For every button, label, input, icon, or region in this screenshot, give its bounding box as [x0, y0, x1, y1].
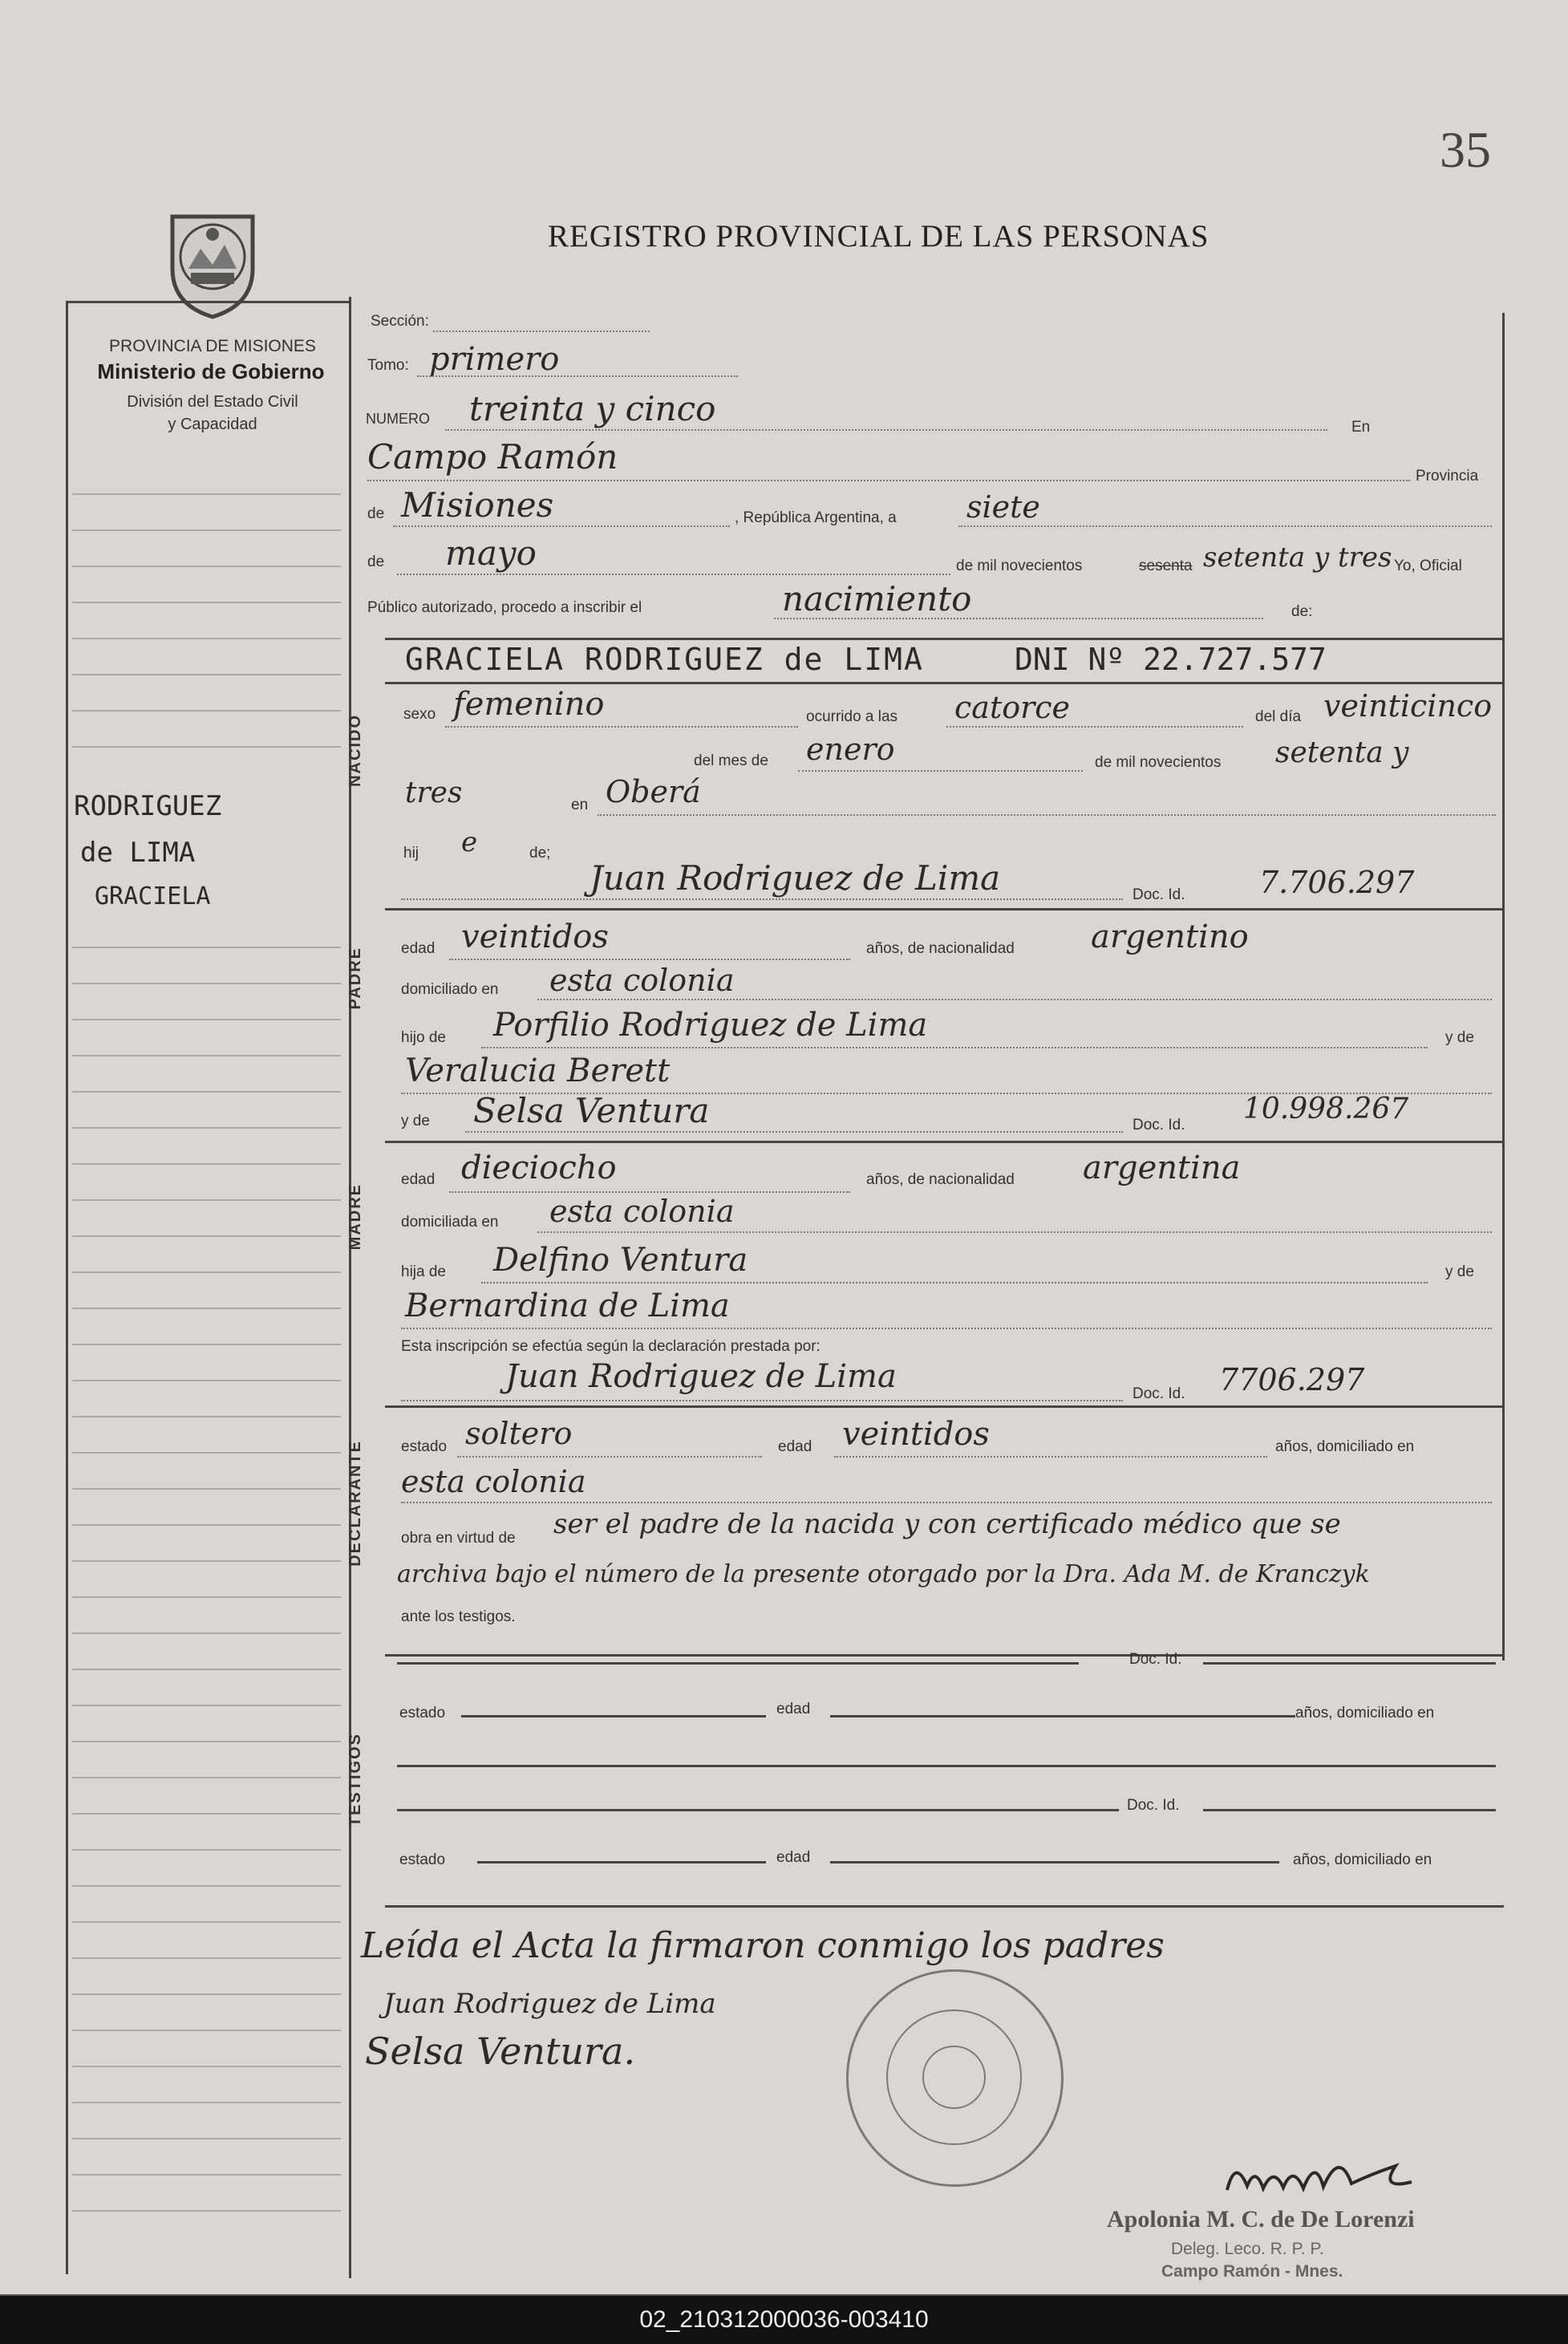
yo-label: Yo, Oficial: [1394, 558, 1462, 574]
ocurrido-label: ocurrido a las: [806, 708, 898, 725]
declarant-edad-value: veintidos: [842, 1416, 990, 1453]
mother-domicilio-value: esta colonia: [549, 1194, 735, 1229]
de3-label: de:: [1291, 603, 1313, 620]
image-caption: 02_210312000036-003410: [0, 2296, 1568, 2344]
birth-year-label: de mil novecientos: [1095, 754, 1222, 771]
publico-label: Público autorizado, procedo a inscribir el: [367, 599, 642, 616]
father-doc-label: Doc. Id.: [1132, 886, 1185, 903]
declarant-domicilio-label: años, domiciliado en: [1275, 1438, 1415, 1455]
margin-note-line2: de LIMA: [80, 837, 196, 869]
father-name: Juan Rodriguez de Lima: [590, 858, 1001, 898]
closing-signature-mother: Selsa Ventura.: [365, 2030, 636, 2073]
witness2-edad-label: edad: [776, 1849, 811, 1866]
mother-nationality: argentina: [1083, 1150, 1241, 1186]
sexo-label: sexo: [403, 706, 436, 723]
maternal-grandmother: Bernardina de Lima: [405, 1288, 730, 1324]
mother-domicilio-label: domiciliada en: [401, 1214, 499, 1231]
day-value: siete: [966, 489, 1040, 525]
division-label: División del Estado Civil: [127, 393, 298, 411]
margin-note-line3: GRACIELA: [95, 882, 211, 910]
mother-doc-value: 10.998.267: [1243, 1093, 1409, 1125]
declarant-estado-label: estado: [401, 1438, 448, 1455]
mother-y-de-label-2: y de: [1445, 1263, 1474, 1280]
officer-signature: [1211, 2142, 1436, 2214]
place-value: Campo Ramón: [367, 437, 618, 477]
mother-y-de-label: y de: [401, 1113, 430, 1129]
paternal-grandmother: Veralucia Berett: [405, 1052, 671, 1089]
declarant-estado-value: soltero: [465, 1416, 573, 1451]
seccion-label: Sección:: [371, 313, 429, 330]
hij-de-label: de;: [529, 845, 551, 862]
testigos-label: ante los testigos.: [401, 1608, 516, 1625]
margin-note-line1: RODRIGUEZ: [74, 790, 222, 822]
section-nacido: NACIDO: [346, 714, 364, 787]
mother-doc-label: Doc. Id.: [1132, 1117, 1185, 1133]
mother-edad-value: dieciocho: [461, 1150, 617, 1186]
mother-hija-label: hija de: [401, 1263, 446, 1280]
act-value: nacimiento: [782, 579, 972, 618]
obra-value-1: ser el padre de la nacida y con certificado médico que se: [553, 1508, 1341, 1540]
provincia-label: Provincia: [1416, 468, 1479, 485]
paternal-grandfather: Porfilio Rodriguez de Lima: [493, 1007, 928, 1044]
declarant-edad-label: edad: [778, 1438, 812, 1455]
witness2-estado-label: estado: [399, 1851, 446, 1868]
year-label: de mil novecientos: [956, 558, 1083, 574]
father-anios-label: años, de nacionalidad: [866, 940, 1015, 957]
mes-label: del mes de: [694, 752, 768, 769]
witness1-domicilio-label: años, domiciliado en: [1295, 1705, 1435, 1722]
ministry-label: Ministerio de Gobierno: [97, 359, 325, 383]
page-title: REGISTRO PROVINCIAL DE LAS PERSONAS: [548, 219, 1209, 253]
maternal-grandfather: Delfino Ventura: [493, 1242, 748, 1279]
officer-place: Campo Ramón - Mnes.: [1161, 2262, 1343, 2281]
section-declarante: DECLARANTE: [346, 1440, 364, 1567]
province-label: PROVINCIA DE MISIONES: [109, 337, 316, 355]
section-padre: PADRE: [346, 947, 364, 1010]
hour-value: catorce: [954, 690, 1071, 725]
closing-line-1: Leída el Acta la firmaron conmigo los padres: [361, 1925, 1165, 1966]
closing-signature-father: Juan Rodriguez de Lima: [383, 1988, 716, 2020]
hij-label: hij: [403, 845, 419, 862]
father-hijo-label: hijo de: [401, 1029, 446, 1046]
tomo-label: Tomo:: [367, 357, 409, 374]
birth-month-value: enero: [806, 732, 895, 767]
obra-label: obra en virtud de: [401, 1530, 516, 1547]
mother-name: Selsa Ventura: [473, 1091, 710, 1130]
obra-value-2: archiva bajo el número de la presente otorgado por la Dra. Ada M. de Kranczyk: [397, 1560, 1370, 1588]
father-domicilio-label: domiciliado en: [401, 981, 499, 998]
de-label: de: [367, 505, 385, 522]
father-doc-value: 7.706.297: [1259, 865, 1415, 900]
father-y-de-label: y de: [1445, 1029, 1474, 1046]
declarant-name: Juan Rodriguez de Lima: [505, 1358, 897, 1395]
year-value: setenta y tres: [1203, 541, 1392, 574]
birth-year-value-2: tres: [405, 777, 463, 809]
mother-anios-label: años, de nacionalidad: [866, 1171, 1015, 1188]
birth-day-value: veinticinco: [1323, 688, 1493, 724]
declarant-doc-label: Doc. Id.: [1132, 1385, 1185, 1402]
province-value: Misiones: [401, 485, 554, 525]
tomo-value: primero: [429, 341, 560, 378]
declarant-doc-value: 7706.297: [1219, 1362, 1365, 1397]
numero-value: treinta y cinco: [469, 389, 716, 428]
mother-edad-label: edad: [401, 1171, 436, 1188]
declarant-domicilio-value: esta colonia: [401, 1464, 586, 1499]
witness2-domicilio-label: años, domiciliado en: [1293, 1851, 1432, 1868]
del-dia-label: del día: [1255, 708, 1302, 725]
father-edad-label: edad: [401, 940, 436, 957]
father-domicilio-value: esta colonia: [549, 963, 735, 998]
birth-year-value: setenta y: [1275, 736, 1409, 769]
year-struck: sesenta: [1139, 558, 1193, 574]
child-full-name: GRACIELA RODRIGUEZ de LIMA: [405, 642, 924, 677]
republica-label: , República Argentina, a: [735, 509, 897, 526]
witness2-doc-label: Doc. Id.: [1127, 1797, 1180, 1814]
en-label: En: [1351, 419, 1371, 436]
witness1-estado-label: estado: [399, 1705, 446, 1722]
sexo-value: femenino: [453, 686, 605, 723]
birth-city-value: Oberá: [606, 774, 701, 809]
de2-label: de: [367, 554, 385, 570]
father-edad-value: veintidos: [461, 919, 609, 955]
numero-label: NUMERO: [366, 411, 430, 427]
hij-suffix: e: [461, 826, 478, 858]
child-dni: DNI Nº 22.727.577: [1015, 642, 1327, 677]
section-madre: MADRE: [346, 1183, 364, 1251]
birth-en-label: en: [571, 797, 589, 813]
witness1-edad-label: edad: [776, 1701, 811, 1717]
officer-name: Apolonia M. C. de De Lorenzi: [1107, 2206, 1415, 2232]
declaracion-label: Esta inscripción se efectúa según la declaración prestada por:: [401, 1338, 820, 1355]
month-value: mayo: [445, 533, 537, 573]
witness1-doc-label: Doc. Id.: [1129, 1651, 1182, 1668]
division-label-2: y Capacidad: [168, 416, 257, 433]
officer-role: Deleg. Leco. R. P. P.: [1171, 2240, 1324, 2258]
section-testigos: TESTIGOS: [346, 1733, 364, 1827]
page-number: 35: [1440, 121, 1491, 178]
father-nationality: argentino: [1091, 919, 1249, 955]
